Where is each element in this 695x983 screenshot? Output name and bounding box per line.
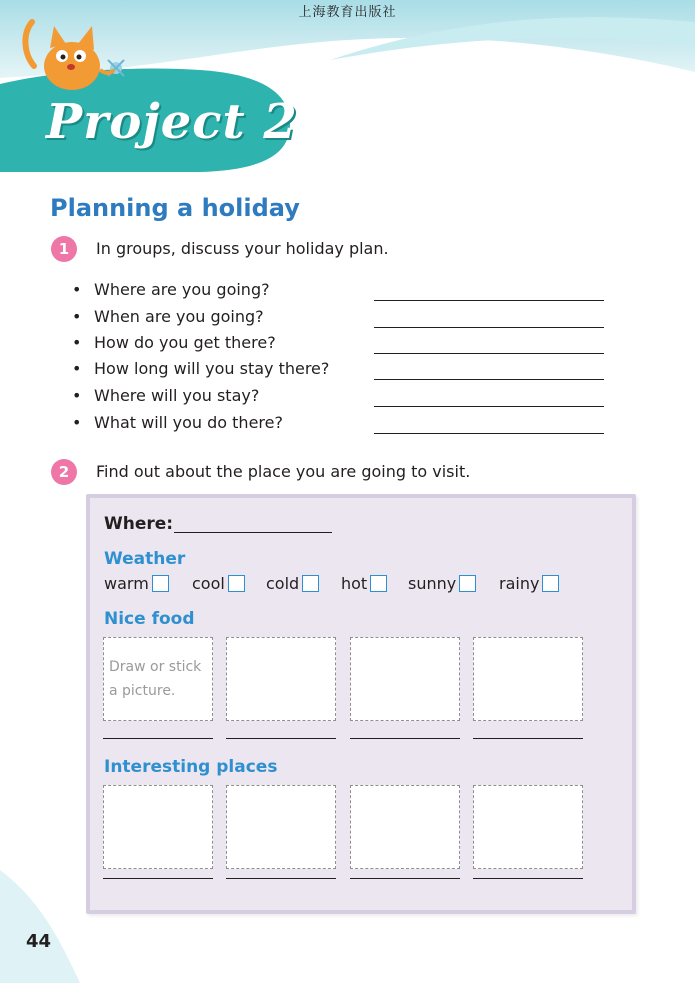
bullet: • xyxy=(72,413,82,432)
question-row xyxy=(72,307,612,333)
step-1-badge: 1 xyxy=(51,236,77,262)
bullet: • xyxy=(72,307,82,326)
weather-option-rainy xyxy=(499,574,559,593)
question-text: When are you going? xyxy=(94,307,264,326)
question-row xyxy=(72,333,612,359)
place-picture-box[interactable] xyxy=(226,785,336,869)
publisher-name: 上海教育出版社 xyxy=(298,5,397,20)
picture-hint xyxy=(109,655,201,703)
question-text: How do you get there? xyxy=(94,333,276,352)
nice-food-heading: Nice food xyxy=(104,609,195,629)
bullet: • xyxy=(72,359,82,378)
weather-option-sunny xyxy=(408,574,476,593)
weather-label: rainy xyxy=(499,574,540,593)
weather-option-hot xyxy=(341,574,387,593)
food-answer-line[interactable] xyxy=(226,738,336,739)
where-label: Where: xyxy=(104,514,174,534)
answer-line[interactable] xyxy=(374,406,604,407)
bullet: • xyxy=(72,280,82,299)
place-picture-box[interactable] xyxy=(350,785,460,869)
checkbox[interactable] xyxy=(370,575,387,592)
weather-option-cold xyxy=(266,574,319,593)
checkbox[interactable] xyxy=(459,575,476,592)
question-text: Where will you stay? xyxy=(94,386,260,405)
question-text: Where are you going? xyxy=(94,280,270,299)
weather-option-warm xyxy=(104,574,169,593)
checkbox[interactable] xyxy=(152,575,169,592)
step-1-instruction: In groups, discuss your holiday plan. xyxy=(96,239,389,258)
page-number: 44 xyxy=(26,931,52,952)
checkbox[interactable] xyxy=(302,575,319,592)
where-answer-line[interactable] xyxy=(174,532,332,533)
answer-line[interactable] xyxy=(374,353,604,354)
cat-mascot-icon xyxy=(14,14,139,92)
answer-line[interactable] xyxy=(374,379,604,380)
answer-line[interactable] xyxy=(374,327,604,328)
weather-label: sunny xyxy=(408,574,457,593)
picture-hint-line: a picture. xyxy=(109,683,176,699)
place-picture-box[interactable] xyxy=(473,785,583,869)
place-answer-line[interactable] xyxy=(473,878,583,879)
question-text: How long will you stay there? xyxy=(94,359,330,378)
food-answer-line[interactable] xyxy=(350,738,460,739)
section-title: Planning a holiday xyxy=(50,194,300,222)
checkbox[interactable] xyxy=(228,575,245,592)
step-2-badge: 2 xyxy=(51,459,77,485)
project-title: Project 2 xyxy=(46,94,298,150)
place-answer-line[interactable] xyxy=(103,878,213,879)
question-row xyxy=(72,386,612,412)
food-picture-box[interactable] xyxy=(473,637,583,721)
step-2-instruction: Find out about the place you are going to visit. xyxy=(96,462,471,481)
weather-label: cool xyxy=(192,574,225,593)
food-picture-box[interactable] xyxy=(350,637,460,721)
interesting-places-heading: Interesting places xyxy=(104,757,278,777)
place-answer-line[interactable] xyxy=(350,878,460,879)
checkbox[interactable] xyxy=(542,575,559,592)
weather-option-cool xyxy=(192,574,245,593)
food-answer-line[interactable] xyxy=(473,738,583,739)
weather-label: cold xyxy=(266,574,300,593)
weather-label: warm xyxy=(104,574,149,593)
place-picture-box[interactable] xyxy=(103,785,213,869)
food-picture-box[interactable] xyxy=(103,637,213,721)
question-row xyxy=(72,280,612,306)
weather-label: hot xyxy=(341,574,368,593)
bullet: • xyxy=(72,333,82,352)
question-text: What will you do there? xyxy=(94,413,283,432)
question-row xyxy=(72,359,612,385)
answer-line[interactable] xyxy=(374,433,604,434)
picture-hint-line: Draw or stick xyxy=(109,659,202,675)
place-answer-line[interactable] xyxy=(226,878,336,879)
answer-line[interactable] xyxy=(374,300,604,301)
question-row xyxy=(72,413,612,439)
food-picture-box[interactable] xyxy=(226,637,336,721)
weather-heading: Weather xyxy=(104,549,186,569)
bullet: • xyxy=(72,386,82,405)
food-answer-line[interactable] xyxy=(103,738,213,739)
